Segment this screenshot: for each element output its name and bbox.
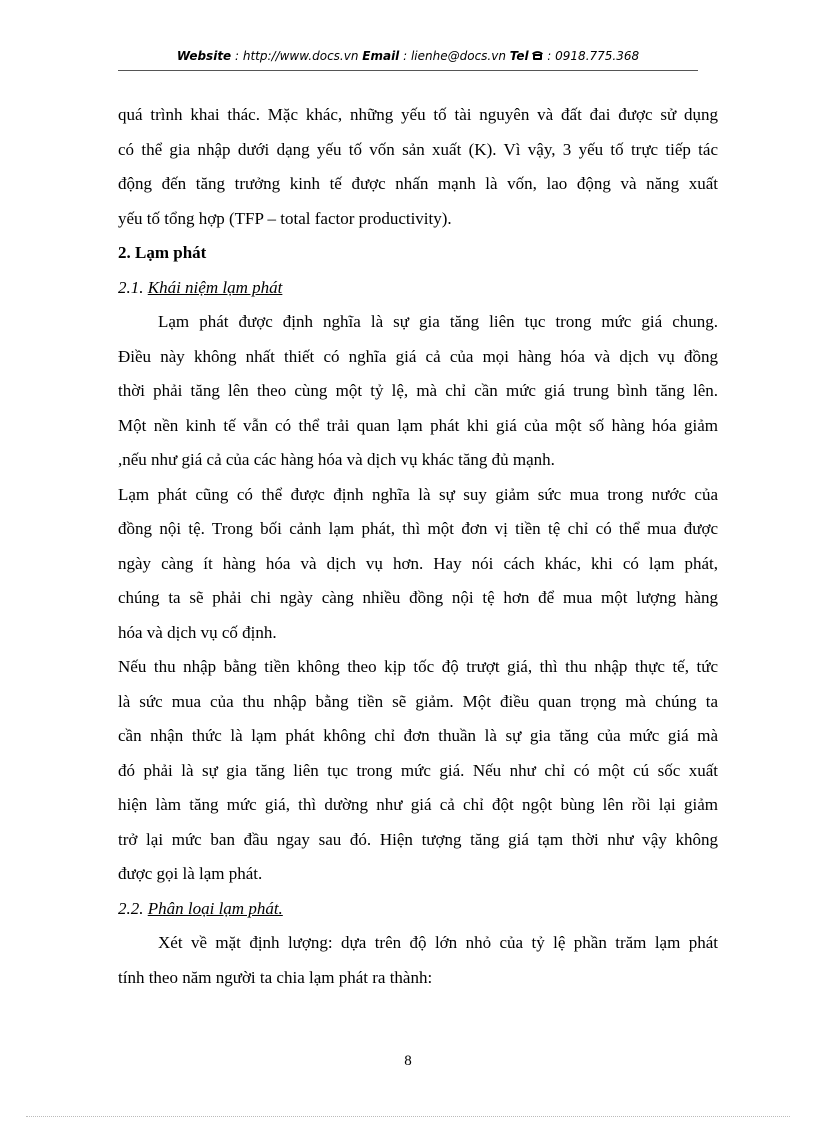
paragraph-line: là sức mua của thu nhập bằng tiền sẽ giảm. Một điều quan trọng mà chúng ta [118,691,718,711]
tel-label: Tel [509,49,529,63]
paragraph-line: có thể gia nhập dưới dạng yếu tố vốn sản xuất (K). Vì vậy, 3 yếu tố trực tiếp tác [118,139,718,159]
subsection-number: 2.1. [118,277,148,297]
paragraph-line: hóa và dịch vụ cố định. [118,622,277,642]
subsection-title: Phân loại lạm phát. [147,898,283,918]
paragraph-line: Lạm phát cũng có thể được định nghĩa là sự suy giảm sức mua trong nước của [118,484,718,504]
subsection-title: Khái niệm lạm phát [147,277,283,297]
paragraph-line: Xét về mặt định lượng: dựa trên độ lớn nhỏ của tỷ lệ phần trăm lạm phát [158,933,718,952]
paragraph-line: Một nền kinh tế vẫn có thể trải quan lạm phát khi giá của một số hàng hóa giảm [118,415,718,435]
page-bottom-border [26,1116,790,1117]
page-number: 8 [404,1053,412,1069]
paragraph-line: cần nhận thức là lạm phát không chỉ đơn thuần là sự gia tăng của mức giá mà [118,726,718,745]
email-label: Email [362,49,400,63]
website-url: : http://www.docs.vn [231,49,363,63]
paragraph-line: quá trình khai thác. Mặc khác, những yếu tố tài nguyên và đất đai được sử dụng [118,105,718,124]
section-heading: 2. Lạm phát [118,243,207,262]
website-label: Website [176,49,232,63]
paragraph-line: động đến tăng trưởng kinh tế được nhấn mạnh là vốn, lao động và năng xuất [118,174,718,193]
subsection-heading [118,271,718,306]
paragraph-line: Nếu thu nhập bằng tiền không theo kịp tốc độ trượt giá, thì thu nhập thực tế, tức [118,657,718,676]
paragraph-line: được gọi là lạm phát. [118,864,263,883]
phone-icon [532,50,543,64]
email-address: : lienhe@docs.vn [399,49,510,63]
subsection-number: 2.2. [118,898,148,918]
paragraph-line: tính theo năm người ta chia lạm phát ra thành: [118,967,433,987]
paragraph-line: Lạm phát được định nghĩa là sự gia tăng liên tục trong mức giá chung. [158,312,718,331]
paragraph-line: ,nếu như giá cả của các hàng hóa và dịch vụ khác tăng đủ mạnh. [118,450,555,469]
paragraph-line: yếu tố tổng hợp (TFP – total factor productivity). [118,208,452,228]
paragraph-line: hiện làm tăng mức giá, thì dường như giá cả chỉ đột ngột bùng lên rồi lại giảm [118,795,718,814]
document-body [118,98,718,995]
paragraph-line: chúng ta sẽ phải chi ngày càng nhiều đồng nội tệ hơn để mua một lượng hàng [118,588,718,607]
header-divider [118,70,698,71]
paragraph-line: thời phải tăng lên theo cùng một tỷ lệ, mà chỉ cần mức giá trung bình tăng lên. [118,381,718,400]
paragraph-line: đó phải là sự gia tăng liên tục trong mức giá. Nếu như chỉ có một cú sốc xuất [118,760,718,780]
subsection-heading [118,892,718,927]
page-header [118,49,698,64]
paragraph-line: Điều này không nhất thiết có nghĩa giá cả của mọi hàng hóa và dịch vụ đồng [118,346,718,366]
paragraph-line: đồng nội tệ. Trong bối cảnh lạm phát, thì một đơn vị tiền tệ chỉ có thể mua được [118,519,718,538]
paragraph-line: ngày càng ít hàng hóa và dịch vụ hơn. Hay nói cách khác, khi có lạm phát, [118,553,718,573]
paragraph-line: trở lại mức ban đầu ngay sau đó. Hiện tượng tăng giá tạm thời như vậy không [118,829,718,849]
tel-number: : 0918.775.368 [543,49,640,63]
